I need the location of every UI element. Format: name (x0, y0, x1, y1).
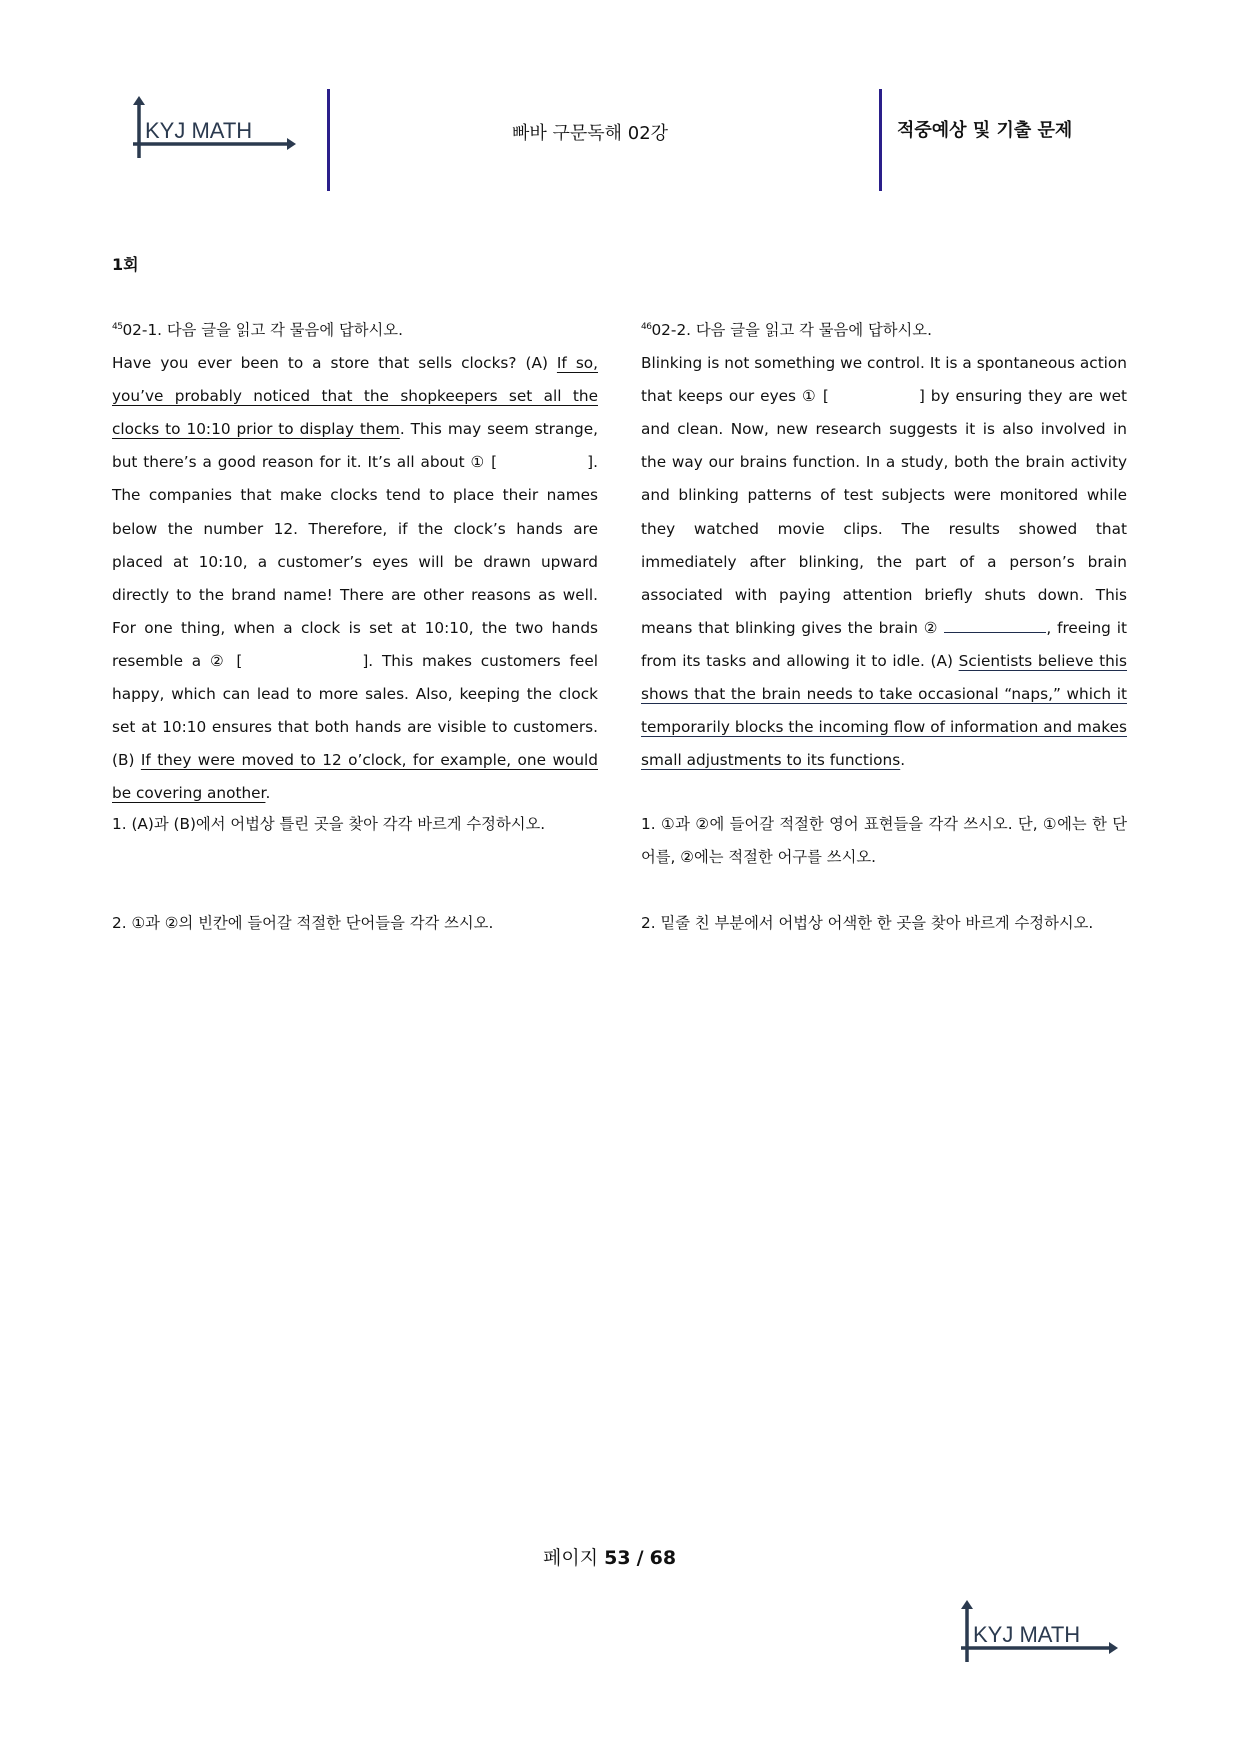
page-separator: / (636, 1547, 644, 1569)
right-question-2: 2. 밑줄 친 부분에서 어법상 어색한 한 곳을 찾아 바르게 수정하시오. (641, 914, 1094, 932)
question-number: 46 (641, 322, 652, 332)
question-heading (112, 311, 598, 347)
blank-2-line (944, 618, 1046, 633)
header-subtitle: 적중예상 및 기출 문제 (897, 120, 1073, 141)
footer-logo (958, 1600, 1128, 1666)
section-label: 1회 (112, 255, 139, 274)
passage (112, 347, 598, 810)
passage-text: Blinking is not something we control. It is a spontaneous action that keeps our eyes ① [ (641, 354, 1127, 406)
header-title: 빠바 구문독해 02강 (512, 123, 669, 144)
passage-text: ]. The companies that make clocks tend to place their names below the number 12. Therefore, if the clock’s hands are placed at 10:10, a customer’s eyes will be drawn upward directly to the brand name! There are other reasons as well. For one thing, when a clock is set at 10:10, the two hands resemble a ② [ (112, 453, 598, 670)
underlined-A: Scientists believe this shows that the brain needs to take occasional “naps,” which it temporarily blocks the incoming flow of information and makes small adjustments to its functions (641, 651, 1128, 770)
question-heading-text: 02-1. 다음 글을 읽고 각 물음에 답하시오. (122, 321, 403, 339)
passage (641, 347, 1127, 777)
header-logo (130, 96, 300, 162)
page-indicator (543, 1543, 676, 1570)
passage-text: ]. This makes customers feel happy, which can lead to more sales. Also, keeping the clock set at 10:10 ensures that both hands are visible to customers. (B) (112, 651, 598, 770)
underlined-B: If they were moved to 12 o’clock, for example, one would be covering another (112, 751, 598, 803)
current-page: 53 (604, 1547, 631, 1569)
underlined-A: If so, you’ve probably noticed that the shopkeepers set all the clocks to 10:10 prior to display them (112, 354, 599, 439)
header-divider-right (879, 89, 882, 191)
question-right (641, 311, 1127, 777)
logo-axes-icon (958, 1600, 1128, 1666)
passage-text: ] by ensuring they are wet and clean. Now, new research suggests it is also involved in the way our brains function. In a study, both the brain activity and blinking patterns of test subjects were monitored while they watched movie clips. The results showed that immediately after blinking, the part of a person’s brain associated with paying attention briefly shuts down. This means that blinking gives the brain ② (641, 387, 1128, 637)
question-number: 45 (112, 322, 123, 332)
right-question-1: 1. ①과 ②에 들어갈 적절한 영어 표현들을 각각 쓰시오. 단, ①에는 한 단어를, ②에는 적절한 어구를 쓰시오. (641, 815, 1127, 866)
logo-text: KYJ MATH (973, 1622, 1081, 1647)
left-question-2: 2. ①과 ②의 빈칸에 들어갈 적절한 단어들을 각각 쓰시오. (112, 914, 494, 932)
question-heading (641, 311, 1127, 347)
question-left (112, 311, 598, 810)
passage-text: Have you ever been to a store that sells clocks? (A) (112, 354, 557, 373)
logo-text: KYJ MATH (145, 118, 253, 143)
question-heading-text: 02-2. 다음 글을 읽고 각 물음에 답하시오. (651, 321, 932, 339)
passage-text: . (265, 784, 271, 803)
page-label: 페이지 (543, 1547, 599, 1569)
passage-text: , freeing it from its tasks and allowing it to idle. (A) (641, 618, 1127, 670)
logo-axes-icon (130, 96, 300, 162)
passage-text: . (900, 751, 906, 770)
passage-text: . This may seem strange, but there’s a good reason for it. It’s all about ① [ (112, 420, 598, 472)
left-question-1: 1. (A)과 (B)에서 어법상 틀린 곳을 찾아 각각 바르게 수정하시오. (112, 815, 546, 833)
header-divider-left (327, 89, 330, 191)
total-pages: 68 (649, 1547, 677, 1569)
